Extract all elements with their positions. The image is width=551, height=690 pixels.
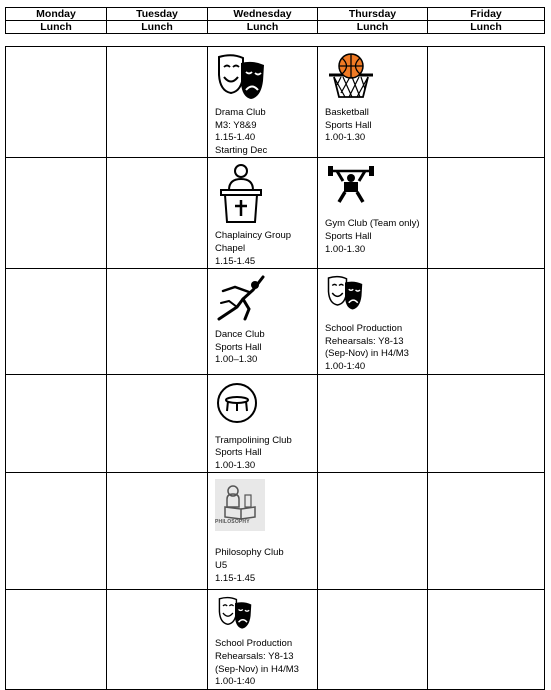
activity-name: Trampolining Club bbox=[215, 434, 292, 446]
activity-name: Dance Club bbox=[215, 329, 265, 341]
period-thursday: Lunch bbox=[318, 21, 428, 34]
activity-name: Drama Club bbox=[215, 107, 266, 118]
friday-cell bbox=[428, 158, 545, 269]
wednesday-cell bbox=[208, 473, 318, 590]
period-wednesday: Lunch bbox=[208, 21, 318, 34]
activity-name: Basketball bbox=[325, 107, 369, 118]
activity-time: 1.00-1.30 bbox=[215, 459, 256, 471]
friday-cell bbox=[428, 374, 545, 473]
wednesday-cell bbox=[208, 269, 318, 374]
activity-time: 1.00-1.30 bbox=[325, 132, 366, 144]
timetable-row bbox=[6, 269, 545, 374]
activity-entry bbox=[208, 473, 317, 585]
activity-detail: Rehearsals: Y8-13 bbox=[215, 650, 294, 662]
tuesday-cell bbox=[107, 590, 208, 690]
activity-location: (Sep-Nov) in H4/M3 bbox=[325, 348, 409, 360]
activity-time: 1.00-1.30 bbox=[325, 243, 366, 255]
monday-cell bbox=[6, 269, 107, 374]
activity-entry bbox=[208, 47, 317, 157]
period-row bbox=[6, 21, 545, 34]
activity-time: 1.15-1.45 bbox=[215, 572, 256, 584]
wednesday-cell bbox=[208, 590, 318, 690]
monday-cell bbox=[6, 158, 107, 269]
period-tuesday: Lunch bbox=[107, 21, 208, 34]
activity-entry bbox=[208, 590, 317, 688]
activity-time: 1.00-1:40 bbox=[325, 360, 366, 372]
activity-entry bbox=[208, 375, 317, 473]
activity-time: 1.15-1.40 bbox=[215, 132, 256, 144]
activity-location: Sports Hall bbox=[215, 341, 262, 353]
activity-time: 1.00-1:40 bbox=[215, 676, 256, 688]
thursday-cell bbox=[318, 47, 428, 158]
tuesday-cell bbox=[107, 473, 208, 590]
activity-location: U5 bbox=[215, 559, 228, 571]
friday-cell bbox=[428, 47, 545, 158]
activity-entry bbox=[318, 158, 427, 256]
activity-entry bbox=[318, 47, 427, 145]
monday-cell bbox=[6, 47, 107, 158]
thursday-cell bbox=[318, 269, 428, 374]
thursday-cell bbox=[318, 374, 428, 473]
chaplain-pulpit-icon bbox=[215, 164, 265, 224]
timetable-row bbox=[6, 590, 545, 690]
activity-name: Philosophy Club bbox=[215, 547, 284, 559]
monday-cell bbox=[6, 374, 107, 473]
wednesday-cell bbox=[208, 158, 318, 269]
activity-location: Sports Hall bbox=[325, 119, 372, 131]
thursday-cell bbox=[318, 590, 428, 690]
header-friday: Friday bbox=[428, 8, 545, 21]
activity-entry bbox=[208, 158, 317, 268]
activity-name: School Production bbox=[215, 638, 293, 650]
tuesday-cell bbox=[107, 269, 208, 374]
friday-cell bbox=[428, 269, 545, 374]
activity-entry bbox=[318, 269, 427, 373]
thursday-cell bbox=[318, 158, 428, 269]
period-monday: Lunch bbox=[6, 21, 107, 34]
activity-name: School Production bbox=[325, 323, 403, 335]
activity-location: Sports Hall bbox=[325, 230, 372, 242]
tuesday-cell bbox=[107, 158, 208, 269]
monday-cell bbox=[6, 590, 107, 690]
philosophy-icon bbox=[215, 479, 265, 535]
wednesday-cell bbox=[208, 374, 318, 473]
dancer-icon bbox=[215, 275, 265, 323]
theatre-masks-icon bbox=[215, 596, 255, 628]
weightlifter-icon bbox=[325, 164, 375, 204]
activity-entry bbox=[208, 269, 317, 367]
trampoline-icon bbox=[215, 381, 265, 425]
theatre-masks-icon bbox=[325, 275, 365, 311]
activity-detail: Rehearsals: Y8-13 bbox=[325, 335, 404, 347]
friday-cell bbox=[428, 473, 545, 590]
timetable-row bbox=[6, 47, 545, 158]
monday-cell bbox=[6, 473, 107, 590]
friday-cell bbox=[428, 590, 545, 690]
header-thursday: Thursday bbox=[318, 8, 428, 21]
timetable-row bbox=[6, 158, 545, 269]
activity-location: (Sep-Nov) in H4/M3 bbox=[215, 663, 299, 675]
header-monday: Monday bbox=[6, 8, 107, 21]
timetable-row bbox=[6, 374, 545, 473]
activity-time: 1.00–1.30 bbox=[215, 354, 258, 366]
activity-location: M3: Y8&9 bbox=[215, 119, 257, 131]
period-friday: Lunch bbox=[428, 21, 545, 34]
header-wednesday: Wednesday bbox=[208, 8, 318, 21]
activity-name: Chaplaincy Group bbox=[215, 230, 292, 242]
header-tuesday: Tuesday bbox=[107, 8, 208, 21]
timetable-row bbox=[6, 473, 545, 590]
activity-location: Sports Hall bbox=[215, 447, 262, 459]
basketball-hoop-icon bbox=[325, 53, 375, 101]
thursday-cell bbox=[318, 473, 428, 590]
activity-note: Starting Dec bbox=[215, 144, 268, 156]
day-name-row bbox=[6, 8, 545, 21]
activity-location: Chapel bbox=[215, 242, 246, 254]
day-header-table bbox=[5, 7, 545, 34]
activity-name: Gym Club (Team only) bbox=[325, 218, 420, 230]
activity-time: 1.15-1.45 bbox=[215, 255, 256, 267]
tuesday-cell bbox=[107, 47, 208, 158]
timetable-grid bbox=[5, 46, 545, 690]
wednesday-cell bbox=[208, 47, 318, 158]
tuesday-cell bbox=[107, 374, 208, 473]
theatre-masks-icon bbox=[215, 53, 265, 101]
